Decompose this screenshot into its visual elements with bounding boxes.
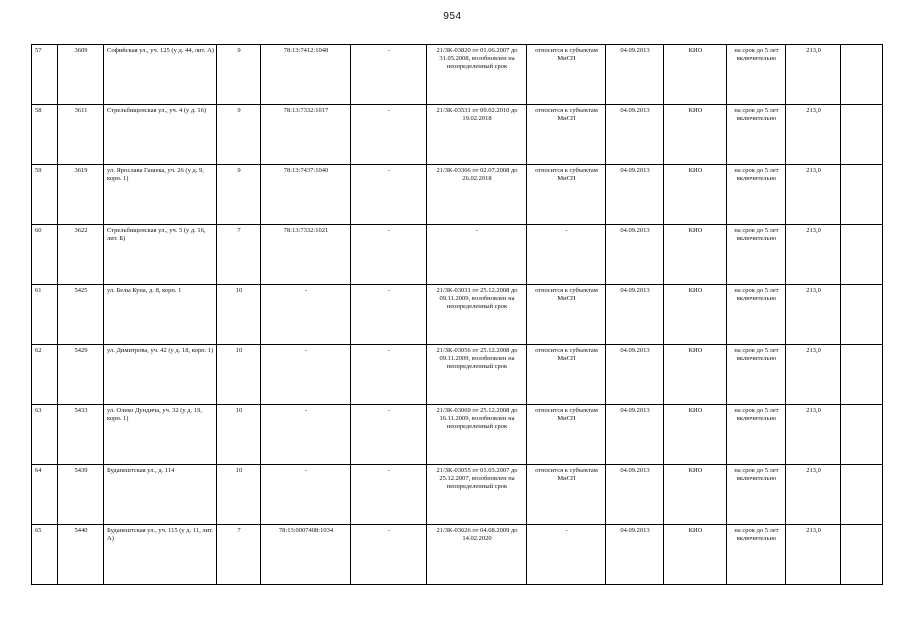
address: ул. Белы Куна, д. 8, корп. 1 bbox=[104, 285, 217, 345]
ownership-status: относится к субъектам МиСП bbox=[527, 465, 606, 525]
cadastral-number: 78:13:0007408:1034 bbox=[261, 525, 351, 585]
object-id: 5440 bbox=[58, 525, 104, 585]
table-row bbox=[32, 405, 883, 465]
zone: 9 bbox=[217, 105, 261, 165]
zone: 9 bbox=[217, 45, 261, 105]
term: на срок до 5 лет включительно bbox=[727, 465, 786, 525]
empty-cell bbox=[841, 465, 883, 525]
ownership-status: относится к субъектам МиСП bbox=[527, 285, 606, 345]
lease-document: 21/ЗК-03626 от 04.08.2009 до 14.02.2020 bbox=[427, 525, 527, 585]
organization: КИО bbox=[664, 285, 727, 345]
date: 04.09.2013 bbox=[606, 165, 664, 225]
lease-document: 21/ЗК-03031 от 25.12.2008 до 09.11.2009, возобновлен на неопределенный срок bbox=[427, 285, 527, 345]
ownership-status: относится к субъектам МиСП bbox=[527, 405, 606, 465]
area: 213,0 bbox=[786, 285, 841, 345]
area: 213,0 bbox=[786, 345, 841, 405]
lease-document: 21/ЗК-03069 от 25.12.2008 до 16.11.2009, возобновлен на неопределенный срок bbox=[427, 405, 527, 465]
organization: КИО bbox=[664, 225, 727, 285]
date: 04.09.2013 bbox=[606, 45, 664, 105]
term: на срок до 5 лет включительно bbox=[727, 165, 786, 225]
term: на срок до 5 лет включительно bbox=[727, 285, 786, 345]
area: 213,0 bbox=[786, 45, 841, 105]
cadastral-number: - bbox=[261, 285, 351, 345]
table-row bbox=[32, 285, 883, 345]
zone: 10 bbox=[217, 465, 261, 525]
extra-field: - bbox=[351, 165, 427, 225]
address: ул. Ярослава Гашека, уч. 26 (у д. 9, корп. 1) bbox=[104, 165, 217, 225]
object-id: 3611 bbox=[58, 105, 104, 165]
row-number: 61 bbox=[32, 285, 58, 345]
row-number: 62 bbox=[32, 345, 58, 405]
organization: КИО bbox=[664, 525, 727, 585]
cadastral-number: 78:13:7437:1040 bbox=[261, 165, 351, 225]
date: 04.09.2013 bbox=[606, 105, 664, 165]
objects-table bbox=[31, 44, 883, 585]
zone: 7 bbox=[217, 525, 261, 585]
date: 04.09.2013 bbox=[606, 285, 664, 345]
empty-cell bbox=[841, 225, 883, 285]
area: 213,0 bbox=[786, 525, 841, 585]
area: 213,0 bbox=[786, 225, 841, 285]
address: Будапештская ул., д. 114 bbox=[104, 465, 217, 525]
extra-field: - bbox=[351, 465, 427, 525]
lease-document: 21/ЗК-03366 от 02.07.2008 до 26.02.2018 bbox=[427, 165, 527, 225]
address: ул. Димитрова, уч. 42 (у д. 18, корп. 1) bbox=[104, 345, 217, 405]
table-row bbox=[32, 345, 883, 405]
organization: КИО bbox=[664, 465, 727, 525]
empty-cell bbox=[841, 345, 883, 405]
row-number: 63 bbox=[32, 405, 58, 465]
object-id: 5429 bbox=[58, 345, 104, 405]
ownership-status: относится к субъектам МиСП bbox=[527, 345, 606, 405]
date: 04.09.2013 bbox=[606, 525, 664, 585]
lease-document: 21/ЗК-03531 от 09.02.2010 до 19.02.2018 bbox=[427, 105, 527, 165]
cadastral-number: - bbox=[261, 405, 351, 465]
empty-cell bbox=[841, 525, 883, 585]
row-number: 60 bbox=[32, 225, 58, 285]
date: 04.09.2013 bbox=[606, 345, 664, 405]
organization: КИО bbox=[664, 45, 727, 105]
row-number: 58 bbox=[32, 105, 58, 165]
ownership-status: относится к субъектам МиСП bbox=[527, 105, 606, 165]
zone: 10 bbox=[217, 405, 261, 465]
extra-field: - bbox=[351, 225, 427, 285]
lease-document: 21/ЗК-03056 от 25.12.2008 до 09.11.2009, возобновлен на неопределенный срок bbox=[427, 345, 527, 405]
table-row bbox=[32, 225, 883, 285]
area: 213,0 bbox=[786, 405, 841, 465]
row-number: 65 bbox=[32, 525, 58, 585]
object-id: 3622 bbox=[58, 225, 104, 285]
extra-field: - bbox=[351, 45, 427, 105]
date: 04.09.2013 bbox=[606, 405, 664, 465]
ownership-status: относится к субъектам МиСП bbox=[527, 45, 606, 105]
extra-field: - bbox=[351, 105, 427, 165]
area: 213,0 bbox=[786, 465, 841, 525]
extra-field: - bbox=[351, 345, 427, 405]
zone: 10 bbox=[217, 345, 261, 405]
organization: КИО bbox=[664, 405, 727, 465]
zone: 10 bbox=[217, 285, 261, 345]
lease-document: - bbox=[427, 225, 527, 285]
row-number: 64 bbox=[32, 465, 58, 525]
term: на срок до 5 лет включительно bbox=[727, 345, 786, 405]
area: 213,0 bbox=[786, 165, 841, 225]
organization: КИО bbox=[664, 345, 727, 405]
cadastral-number: 78:13:7412:1048 bbox=[261, 45, 351, 105]
term: на срок до 5 лет включительно bbox=[727, 405, 786, 465]
date: 04.09.2013 bbox=[606, 465, 664, 525]
object-id: 3609 bbox=[58, 45, 104, 105]
lease-document: 21/ЗК-03055 от 01.03.2007 до 25.12.2007, возобновлен на неопределенный срок bbox=[427, 465, 527, 525]
address: Софийская ул., уч. 125 (у д. 44, лит. А) bbox=[104, 45, 217, 105]
page-number: 954 bbox=[443, 11, 462, 22]
empty-cell bbox=[841, 45, 883, 105]
zone: 9 bbox=[217, 165, 261, 225]
term: на срок до 5 лет включительно bbox=[727, 525, 786, 585]
extra-field: - bbox=[351, 285, 427, 345]
cadastral-number: - bbox=[261, 345, 351, 405]
empty-cell bbox=[841, 405, 883, 465]
object-id: 5433 bbox=[58, 405, 104, 465]
row-number: 57 bbox=[32, 45, 58, 105]
empty-cell bbox=[841, 165, 883, 225]
table-row bbox=[32, 105, 883, 165]
table-row bbox=[32, 165, 883, 225]
term: на срок до 5 лет включительно bbox=[727, 105, 786, 165]
ownership-status: - bbox=[527, 225, 606, 285]
lease-document: 21/ЗК-03820 от 01.06.2007 до 31.05.2008, возобновлен на неопределенный срок bbox=[427, 45, 527, 105]
object-id: 5439 bbox=[58, 465, 104, 525]
date: 04.09.2013 bbox=[606, 225, 664, 285]
row-number: 59 bbox=[32, 165, 58, 225]
address: ул. Олеко Дундича, уч. 32 (у д. 19, корп. 1) bbox=[104, 405, 217, 465]
cadastral-number: - bbox=[261, 465, 351, 525]
cadastral-number: 78:13:7332:1017 bbox=[261, 105, 351, 165]
object-id: 3619 bbox=[58, 165, 104, 225]
term: на срок до 5 лет включительно bbox=[727, 45, 786, 105]
address: Будапештская ул., уч. 115 (у д. 11, лит. А) bbox=[104, 525, 217, 585]
empty-cell bbox=[841, 285, 883, 345]
cadastral-number: 78:13:7332:1021 bbox=[261, 225, 351, 285]
object-id: 5425 bbox=[58, 285, 104, 345]
organization: КИО bbox=[664, 105, 727, 165]
table-row bbox=[32, 465, 883, 525]
address: Стрельбищенская ул., уч. 5 (у д. 16, лит. Б) bbox=[104, 225, 217, 285]
table-row bbox=[32, 525, 883, 585]
extra-field: - bbox=[351, 525, 427, 585]
table-row bbox=[32, 45, 883, 105]
extra-field: - bbox=[351, 405, 427, 465]
ownership-status: относится к субъектам МиСП bbox=[527, 165, 606, 225]
area: 213,0 bbox=[786, 105, 841, 165]
address: Стрельбищенская ул., уч. 4 (у д. 16) bbox=[104, 105, 217, 165]
zone: 7 bbox=[217, 225, 261, 285]
term: на срок до 5 лет включительно bbox=[727, 225, 786, 285]
empty-cell bbox=[841, 105, 883, 165]
organization: КИО bbox=[664, 165, 727, 225]
ownership-status: - bbox=[527, 525, 606, 585]
